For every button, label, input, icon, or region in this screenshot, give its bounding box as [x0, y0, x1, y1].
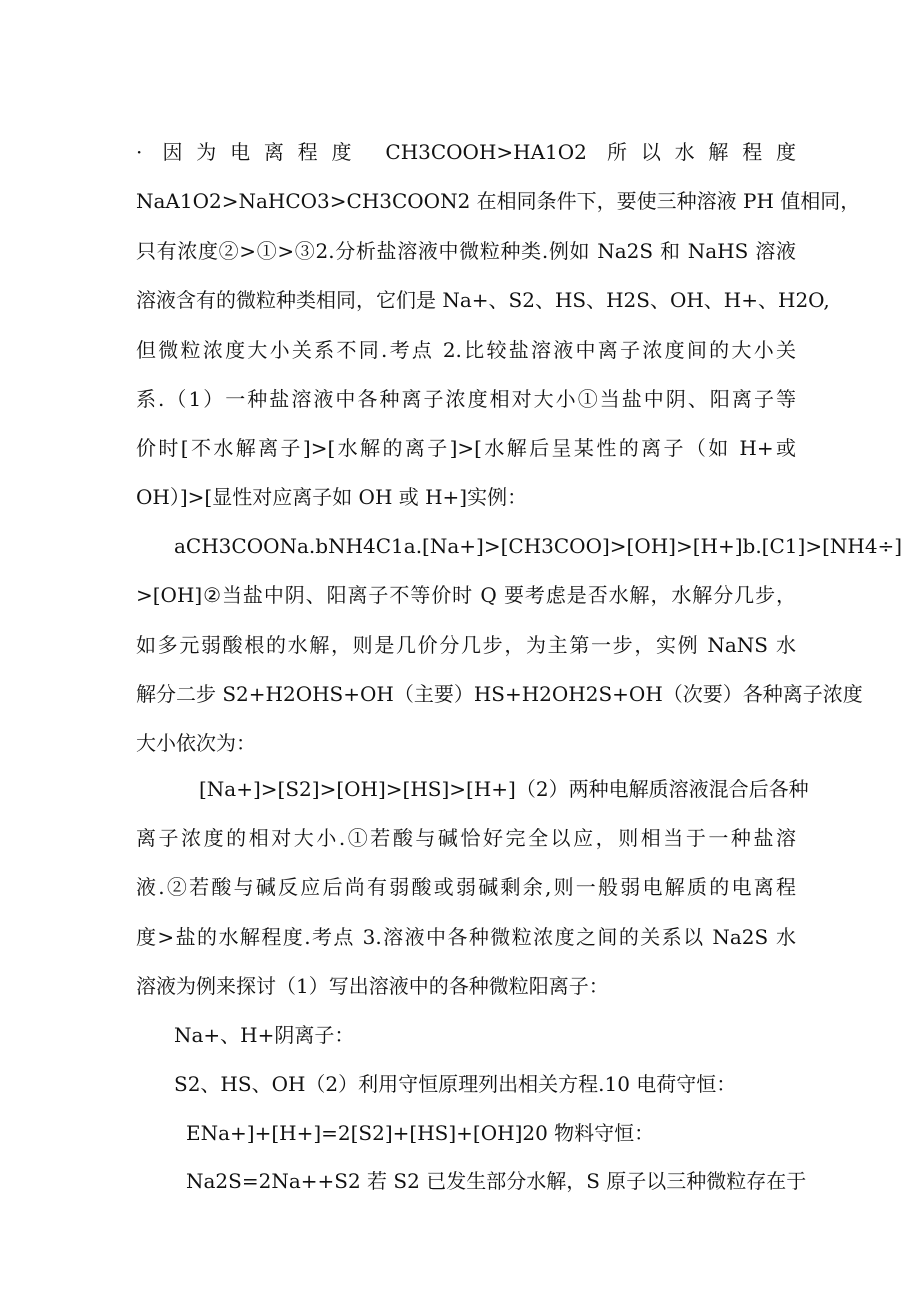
text-line: >[OH]②当盐中阴、阳离子不等价时 Q 要考虑是否水解，水解分几步，: [136, 583, 796, 607]
text-line: [Na+]>[S2]>[OH]>[HS]>[H+]（2）两种电解质溶液混合后各种: [199, 777, 809, 801]
text-line: OH）]>[显性对应离子如 OH 或 H+]实例：: [136, 485, 528, 509]
text-line: S2、HS、OH（2）利用守恒原理列出相关方程.10 电荷守恒：: [174, 1072, 737, 1096]
text-line: 价时[不水解离子]>[水解的离子]>[水解后呈某性的离子（如 H+或: [136, 436, 796, 460]
text-line: · 因为电离程度 CH3COOH>HA1O2 所以水解程度: [136, 140, 796, 164]
text-line: 离子浓度的相对大小.①若酸与碱恰好完全以应，则相当于一种盐溶: [136, 826, 796, 850]
text-line: 大小依次为：: [136, 731, 256, 755]
text-line: 如多元弱酸根的水解，则是几价分几步，为主第一步，实例 NaNS 水: [136, 633, 796, 657]
text-line: 度>盐的水解程度.考点 3.溶液中各种微粒浓度之间的关系以 Na2S 水: [136, 925, 796, 949]
text-line: 只有浓度②>①>③2.分析盐溶液中微粒种类.例如 Na2S 和 NaHS 溶液: [136, 239, 796, 263]
text-line: 系.（1）一种盐溶液中各种离子浓度相对大小①当盐中阴、阳离子等: [136, 387, 796, 411]
text-line: Na+、H+阴离子：: [174, 1023, 355, 1047]
text-line: NaA1O2>NaHCO3>CH3COON2 在相同条件下，要使三种溶液 PH 值相同，: [136, 189, 861, 213]
text-line: 溶液含有的微粒种类相同，它们是 Na+、S2、HS、H2S、OH、H+、H2O,: [136, 288, 830, 312]
text-line: Na2S=2Na++S2 若 S2 已发生部分水解，S 原子以三种微粒存在于: [186, 1169, 807, 1193]
text-line: ENa+]+[H+]=2[S2]+[HS]+[OH]20 物料守恒：: [186, 1121, 655, 1145]
text-line: aCH3COONa.bNH4C1a.[Na+]>[CH3COO]>[OH]>[H+]b.[C1]>[NH4÷]: [174, 534, 903, 558]
text-line: 但微粒浓度大小关系不同.考点 2.比较盐溶液中离子浓度间的大小关: [136, 338, 796, 362]
text-line: 溶液为例来探讨（1）写出溶液中的各种微粒阳离子：: [136, 974, 609, 998]
text-line: 解分二步 S2+H2OHS+OH（主要）HS+H2OH2S+OH（次要）各种离子浓度: [136, 682, 863, 706]
text-line: 液.②若酸与碱反应后尚有弱酸或弱碱剩余,则一般弱电解质的电离程: [136, 875, 796, 899]
